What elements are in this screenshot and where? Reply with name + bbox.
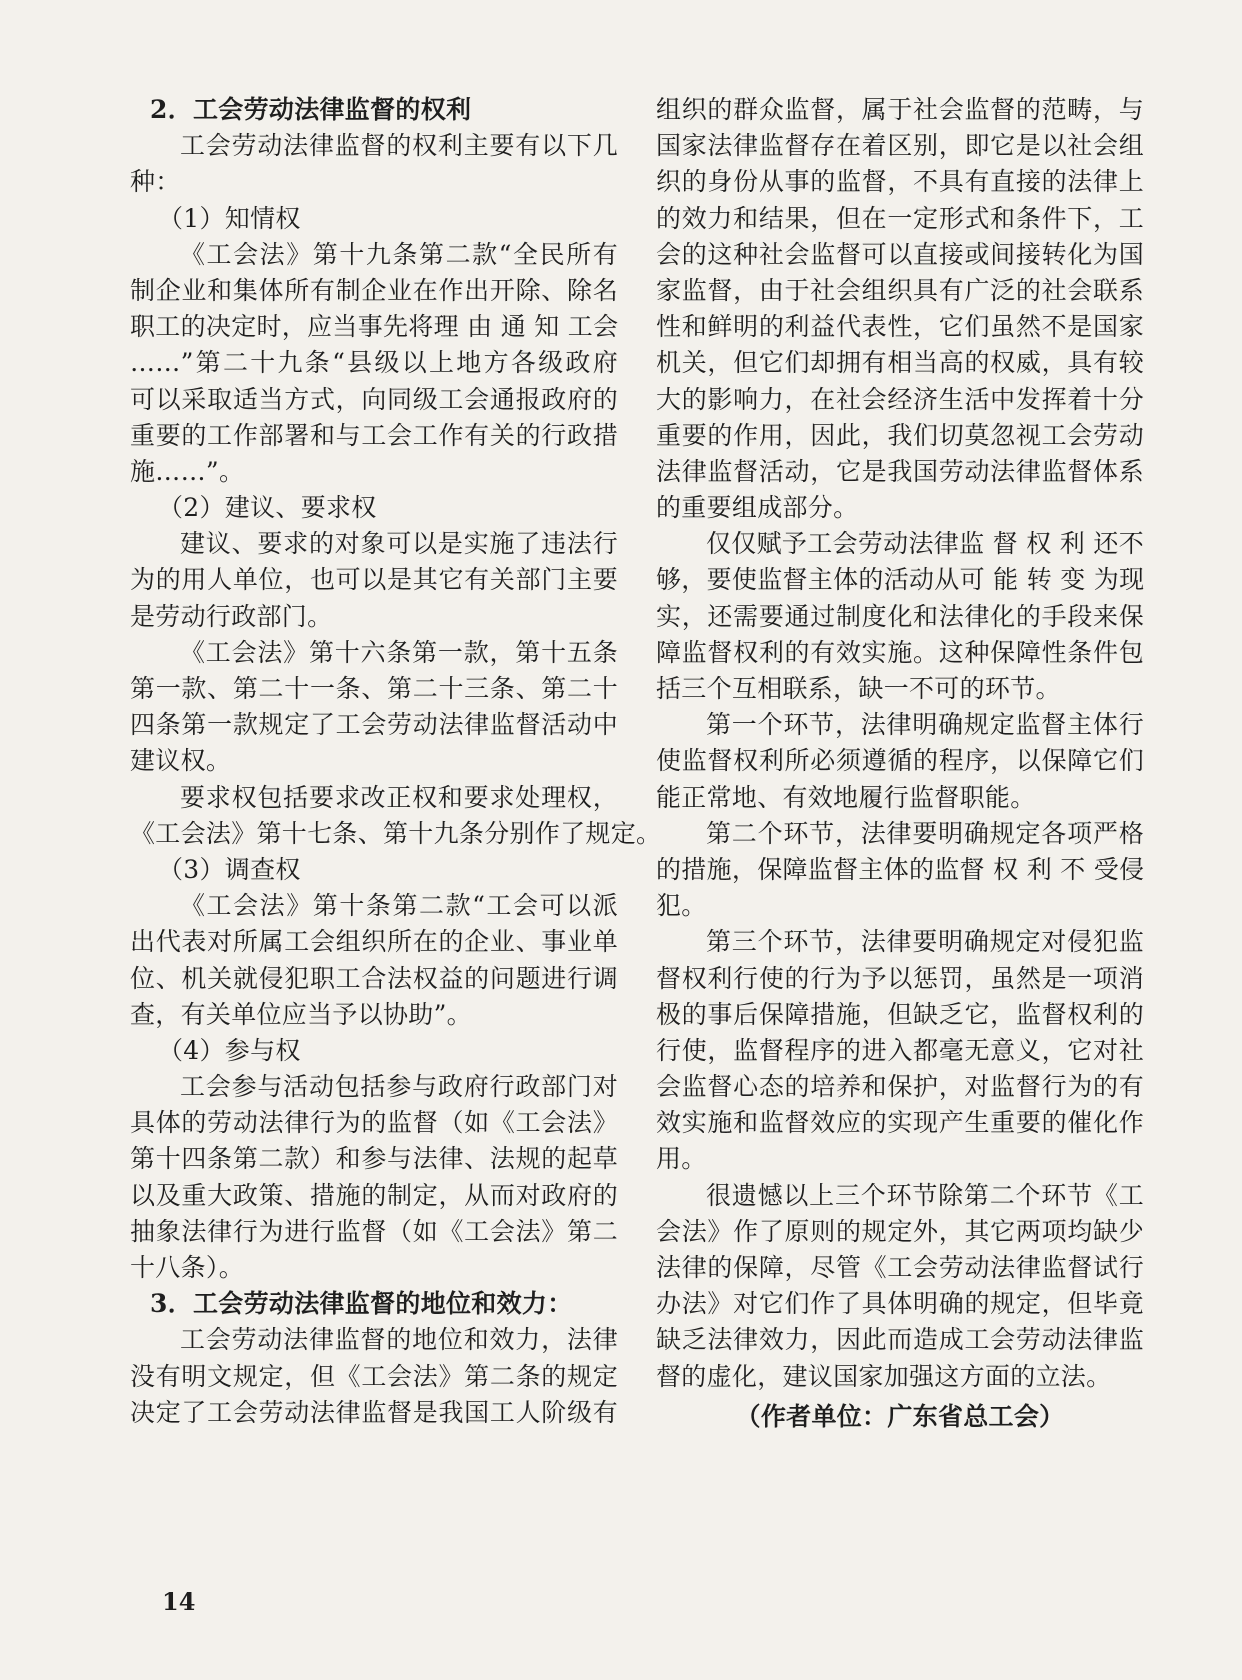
paragraph-line: 是劳动行政部门。 [130, 601, 333, 631]
paragraph-line: 会的这种社会监督可以直接或间接转化为国 [656, 239, 1144, 269]
paragraph-line: 建议权。 [130, 746, 232, 776]
section-heading: 2．工会劳动法律监督的权利 [150, 95, 472, 124]
paragraph-line: 种： [130, 167, 181, 197]
paragraph-line: 效实施和监督效应的实现产生重要的催化作 [656, 1108, 1144, 1138]
paragraph-line: 施……”。 [130, 456, 245, 486]
paragraph-line: 的措施，保障监督主体的监督 权 利 不 受侵 [656, 854, 1145, 884]
paragraph-line: 工会劳动法律监督的地位和效力，法律 [180, 1325, 618, 1355]
paragraph-line: 位、机关就侵犯职工合法权益的问题进行调 [130, 963, 618, 993]
paragraph-line: 《工会法》第十九条第二款“全民所有 [180, 239, 618, 269]
paragraph-line: 可以采取适当方式，向同级工会通报政府的 [130, 384, 618, 414]
paragraph-line: 国家法律监督存在着区别，即它是以社会组 [656, 131, 1144, 161]
paragraph-line: 没有明文规定，但《工会法》第二条的规定 [130, 1361, 618, 1391]
paragraph-line: 法律的保障，尽管《工会劳动法律监督试行 [656, 1253, 1144, 1282]
paragraph-line: 障监督权利的有效实施。这种保障性条件包 [656, 637, 1144, 667]
paragraph-line: 法律监督活动，它是我国劳动法律监督体系 [656, 456, 1144, 486]
paragraph-line: 极的事后保障措施，但缺乏它，监督权利的 [656, 999, 1144, 1029]
left-column [130, 92, 662, 1431]
paragraph-line: 实，还需要通过制度化和法律化的手段来保 [656, 601, 1144, 631]
paragraph-line: 很遗憾以上三个环节除第二个环节《工 [706, 1180, 1144, 1210]
paragraph-line: 办法》对它们作了具体明确的规定，但毕竟 [656, 1289, 1144, 1319]
paragraph-line: 建议、要求的对象可以是实施了违法行 [180, 529, 618, 559]
paragraph-line: 的重要组成部分。 [656, 493, 859, 523]
paragraph-line: 行使，监督程序的进入都毫无意义，它对社 [656, 1035, 1144, 1065]
paragraph-line: 工会参与活动包括参与政府行政部门对 [180, 1072, 618, 1102]
paragraph-line: 职工的决定时，应当事先将理 由 通 知 工会 [130, 312, 619, 342]
paragraph-line: 重要的工作部署和与工会工作有关的行政措 [130, 420, 618, 450]
paragraph-line: 织的身份从事的监督，不具有直接的法律上 [656, 167, 1144, 197]
author-affiliation: （作者单位：广东省总工会） [735, 1401, 1065, 1431]
right-column [656, 92, 1144, 1435]
paragraph-line: 为的用人单位，也可以是其它有关部门主要 [130, 565, 618, 595]
paragraph-line: 查，有关单位应当予以协助”。 [130, 999, 472, 1029]
paragraph-line: ……”第二十九条“县级以上地方各级政府 [130, 348, 618, 378]
paragraph-line: 缺乏法律效力，因此而造成工会劳动法律监 [656, 1325, 1144, 1355]
paragraph-line: 十八条）。 [130, 1253, 245, 1282]
paragraph-line: 的效力和结果，但在一定形式和条件下，工 [656, 203, 1144, 233]
page-number: 14 [162, 1587, 196, 1616]
paragraph-line: 具体的劳动法律行为的监督（如《工会法》 [130, 1108, 618, 1138]
paragraph-line: 要求权包括要求改正权和要求处理权， [180, 782, 618, 812]
paragraph-line: 四条第一款规定了工会劳动法律监督活动中 [130, 710, 618, 740]
paragraph-line: 仅仅赋予工会劳动法律监 督 权 利 还不 [706, 529, 1144, 559]
paragraph-line: 性和鲜明的利益代表性，它们虽然不是国家 [656, 312, 1144, 342]
paragraph-line: 机关，但它们却拥有相当高的权威，具有较 [656, 348, 1144, 378]
paragraph-line: 抽象法律行为进行监督（如《工会法》第二 [130, 1216, 618, 1246]
paragraph-line: 够，要使监督主体的活动从可 能 转 变 为现 [656, 565, 1145, 595]
paragraph-line: 括三个互相联系，缺一不可的环节。 [656, 674, 1061, 703]
paragraph-line: 会监督心态的培养和保护，对监督行为的有 [656, 1072, 1144, 1102]
paragraph-line: 制企业和集体所有制企业在作出开除、除名 [130, 275, 618, 305]
subsection-heading: （4）参与权 [158, 1035, 301, 1065]
paragraph-line: 督的虚化，建议国家加强这方面的立法。 [656, 1361, 1112, 1391]
paragraph-line: 能正常地、有效地履行监督职能。 [656, 782, 1036, 812]
paragraph-line: 工会劳动法律监督的权利主要有以下几 [180, 131, 618, 161]
paragraph-line: 第十四条第二款）和参与法律、法规的起草 [130, 1144, 618, 1174]
paragraph-line: 决定了工会劳动法律监督是我国工人阶级有 [130, 1397, 618, 1427]
paragraph-line: 第一款、第二十一条、第二十三条、第二十 [130, 674, 618, 703]
paragraph-line: 第一个环节，法律明确规定监督主体行 [706, 710, 1144, 740]
paragraph-line: 家监督，由于社会组织具有广泛的社会联系 [656, 275, 1144, 305]
paragraph-line: 《工会法》第十六条第一款，第十五条 [180, 637, 618, 667]
paragraph-line: 以及重大政策、措施的制定，从而对政府的 [130, 1180, 618, 1210]
subsection-heading: （3）调查权 [158, 854, 301, 884]
paragraph-line: 组织的群众监督，属于社会监督的范畴，与 [656, 95, 1144, 124]
paragraph-line: 《工会法》第十七条、第十九条分别作了规定。 [130, 818, 662, 848]
subsection-heading: （1）知情权 [158, 203, 301, 233]
subsection-heading: （2）建议、要求权 [158, 493, 377, 523]
paragraph-line: 大的影响力，在社会经济生活中发挥着十分 [656, 384, 1144, 414]
paragraph-line: 会法》作了原则的规定外，其它两项均缺少 [656, 1216, 1144, 1246]
paragraph-line: 犯。 [656, 891, 707, 921]
paragraph-line: 第二个环节，法律要明确规定各项严格 [706, 818, 1144, 848]
paragraph-line: 用。 [656, 1144, 707, 1174]
section-heading: 3．工会劳动法律监督的地位和效力： [150, 1289, 573, 1319]
paragraph-line: 第三个环节，法律要明确规定对侵犯监 [706, 927, 1144, 957]
paragraph-line: 督权利行使的行为予以惩罚，虽然是一项消 [656, 963, 1144, 993]
paragraph-line: 重要的作用，因此，我们切莫忽视工会劳动 [656, 420, 1144, 450]
paragraph-line: 使监督权利所必须遵循的程序，以保障它们 [656, 746, 1144, 776]
paragraph-line: 出代表对所属工会组织所在的企业、事业单 [130, 927, 618, 957]
paragraph-line: 《工会法》第十条第二款“工会可以派 [180, 891, 618, 921]
